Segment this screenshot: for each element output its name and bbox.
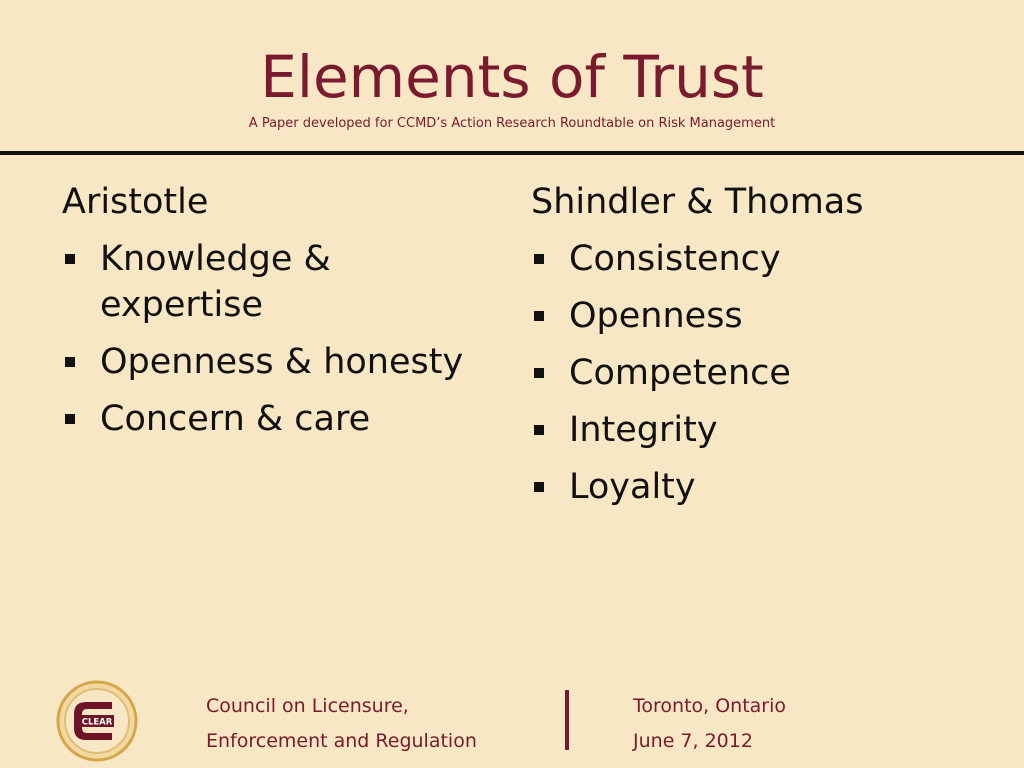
list-item	[531, 350, 971, 396]
event-location: Toronto, Ontario	[633, 695, 787, 717]
logo-text: CLEAR	[81, 717, 113, 728]
footer-divider	[565, 690, 569, 750]
slide-title: Elements of Trust	[260, 43, 764, 111]
right-column-list	[531, 236, 971, 510]
square-bullet-icon	[534, 368, 544, 378]
clear-logo	[56, 680, 138, 762]
list-item-label: Competence	[569, 353, 791, 393]
list-item-label: Openness	[569, 296, 743, 336]
square-bullet-icon	[65, 254, 75, 264]
list-item	[531, 236, 971, 282]
event-date: June 7, 2012	[633, 730, 753, 752]
square-bullet-icon	[65, 414, 75, 424]
list-item-label: Consistency	[569, 239, 781, 279]
list-item	[62, 396, 482, 442]
left-column-heading: Aristotle	[62, 182, 209, 222]
org-line-2: Enforcement and Regulation	[206, 730, 477, 752]
square-bullet-icon	[534, 254, 544, 264]
list-item	[62, 339, 482, 385]
slide-subtitle: A Paper developed for CCMD’s Action Research Roundtable on Risk Management	[248, 116, 776, 131]
header-rule	[0, 151, 1024, 155]
footer-event	[633, 689, 786, 759]
list-item	[531, 293, 971, 339]
list-item-label: Knowledge & expertise	[100, 239, 331, 325]
left-column	[62, 180, 482, 453]
square-bullet-icon	[65, 357, 75, 367]
square-bullet-icon	[534, 482, 544, 492]
list-item-label: Integrity	[569, 410, 718, 450]
square-bullet-icon	[534, 311, 544, 321]
list-item-label: Loyalty	[569, 467, 696, 507]
left-column-list	[62, 236, 482, 442]
org-line-1: Council on Licensure,	[206, 695, 409, 717]
list-item	[531, 464, 971, 510]
list-item-label: Concern & care	[100, 399, 371, 439]
right-column-heading: Shindler & Thomas	[531, 182, 864, 222]
list-item	[531, 407, 971, 453]
list-item-label: Openness & honesty	[100, 342, 464, 382]
square-bullet-icon	[534, 425, 544, 435]
list-item	[62, 236, 482, 328]
footer-organization	[206, 689, 477, 759]
right-column	[531, 180, 971, 521]
